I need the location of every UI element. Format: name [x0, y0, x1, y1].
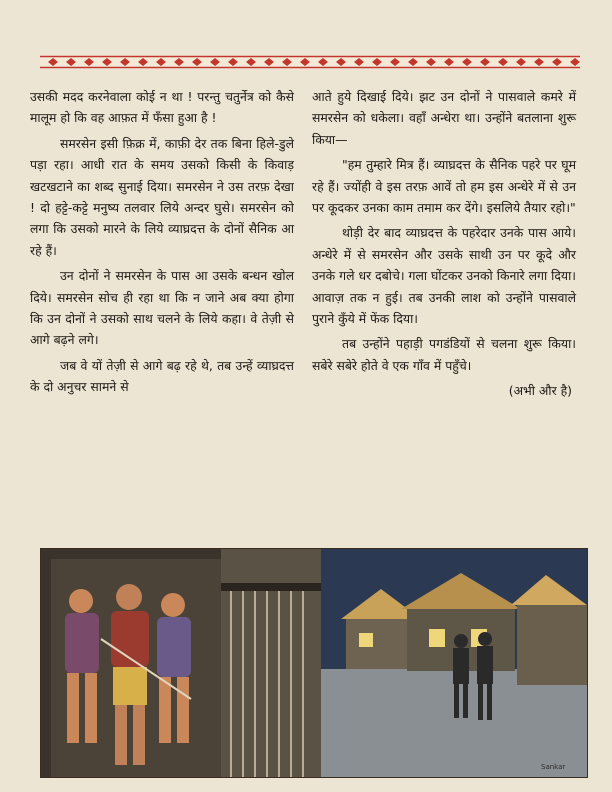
paragraph: उन दोनों ने समरसेन के पास आ उसके बन्धन खोल दिये। समरसेन सोच ही रहा था कि न जाने अब क्या होगा कि उन दोनों ने उसको साथ चलने के लिये कहा। वे तेज़ी से आगे बढ़ने लगे।: [30, 268, 294, 348]
paragraph: उसकी मदद करनेवाला कोई न था ! परन्तु चतुर्नेत्र को कैसे मालूम हो कि वह आफ़त में फँसा हुआ है !: [30, 89, 294, 126]
paragraph: समरसेन इसी फ़िक्र में, काफ़ी देर तक बिना हिले-डुले पड़ा रहा। आधी रात के समय उसको किसी के किवाड़ खटखटाने का शब्द सुनाई दिया। समरसेन ने उस तरफ़ देखा ! दो हट्टे-कट्टे मनुष्य तलवार लिये अन्दर घुसे। समरसेन को लगा कि उसको मारने के लिये व्याघ्रदत्त के दोनों सैनिक आ रहे हैं।: [30, 135, 294, 258]
right-text-column: [312, 86, 576, 406]
left-text-column: [30, 86, 294, 402]
story-illustration: [40, 548, 588, 778]
paragraph: जब वे यों तेज़ी से आगे बढ़ रहे थे, तब उन्हें व्याघ्रदत्त के दो अनुचर सामने से: [30, 357, 294, 395]
paragraph: आते हुये दिखाई दिये। झट उन दोनों ने पासवाले कमरे में समरसेन को धकेला। वहाँ अन्धेरा था। उन्होंने बतलाना शुरू किया—: [312, 89, 576, 147]
continued-note: (अभी और है): [508, 383, 572, 399]
continued-line: [312, 380, 576, 401]
barred-door: [221, 549, 321, 777]
paragraph: तब उन्होंने पहाड़ी पगडंडियों से चलना शुरू किया। सबेरे सबेरे होते वे एक गाँव में पहुँचे।: [312, 336, 576, 373]
illustration-scene: [41, 549, 587, 777]
paragraph: थोड़ी देर बाद व्याघ्रदत्त के पहरेदार उनके पास आये। अन्धेरे में से समरसेन और उसके साथी उन पर कूदे और उनके गले धर दबोचे। गला घोंटकर उनको किनारे लगा दिया। आवाज़ तक न हुई। तब उनकी लाश को उन्होंने पासवाले पुराने कुँये में फेंक दिया।: [312, 225, 576, 327]
artist-signature: Sankar: [541, 763, 566, 771]
paragraph: "हम तुम्हारे मित्र हैं। व्याघ्रदत्त के सैनिक पहरे पर घूम रहे हैं। ज्योंही वे इस तरफ़ आवें तो हम इस अन्धेरे में से उन पर कूदकर उनका काम तमाम कर देंगे। इसलिये तैयार रहो।": [312, 157, 576, 216]
decorative-border: [40, 55, 580, 69]
